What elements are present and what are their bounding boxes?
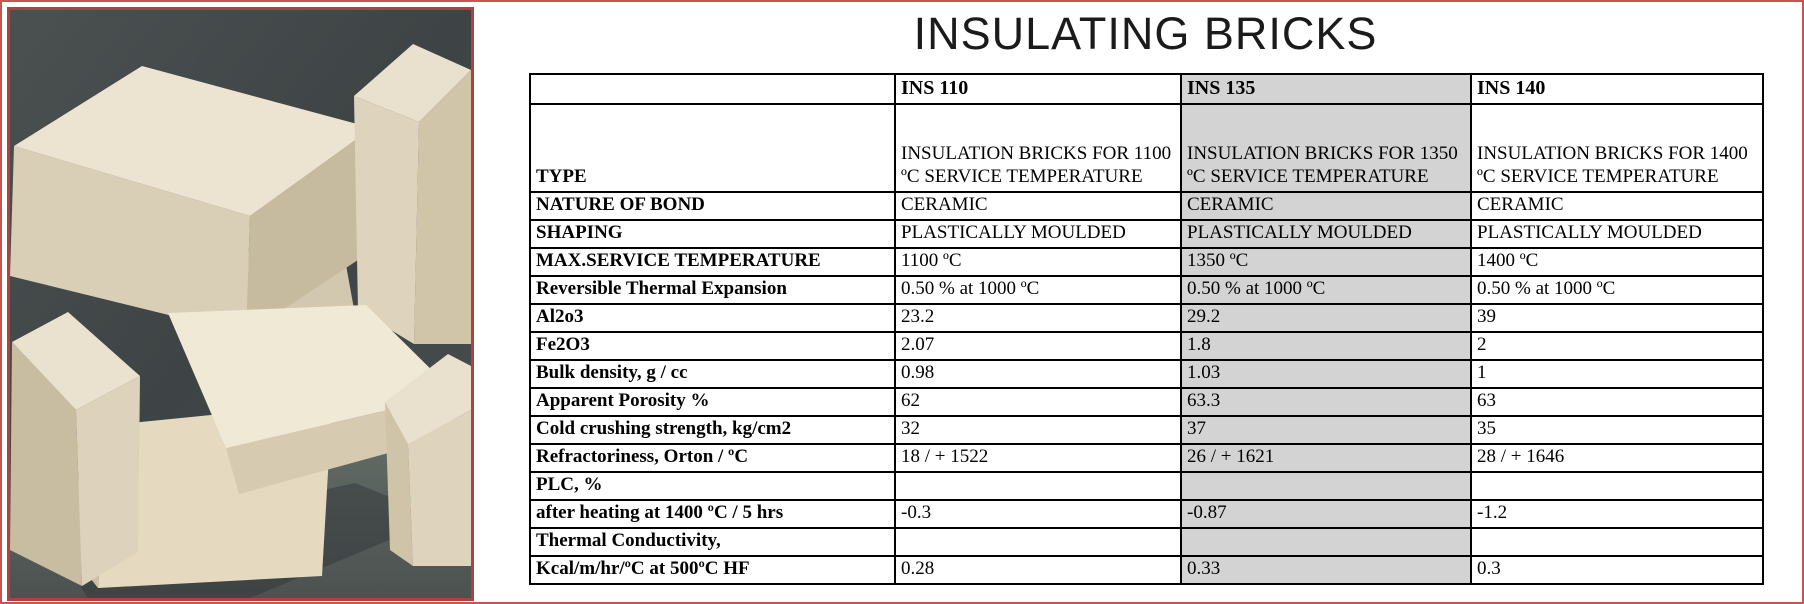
cell-ins140: 2 <box>1471 332 1763 360</box>
row-label: MAX.SERVICE TEMPERATURE <box>530 248 895 276</box>
row-nature-of-bond <box>530 192 1763 220</box>
cell-ins140: PLASTICALLY MOULDED <box>1471 220 1763 248</box>
cell-ins140 <box>1471 472 1763 500</box>
row-label: after heating at 1400 ºC / 5 hrs <box>530 500 895 528</box>
row-label: Kcal/m/hr/ºC at 500ºC HF <box>530 556 895 584</box>
row-label: SHAPING <box>530 220 895 248</box>
cell-ins110: 0.50 % at 1000 ºC <box>895 276 1181 304</box>
cell-ins140: 28 / + 1646 <box>1471 444 1763 472</box>
cell-ins135 <box>1181 528 1471 556</box>
cell-ins110: INSULATION BRICKS FOR 1100 ºC SERVICE TEMPERATURE <box>895 104 1181 192</box>
cell-ins135 <box>1181 472 1471 500</box>
cell-ins110 <box>895 528 1181 556</box>
cell-ins110: 0.98 <box>895 360 1181 388</box>
cell-ins135: 1.8 <box>1181 332 1471 360</box>
cell-ins140: 0.50 % at 1000 ºC <box>1471 276 1763 304</box>
bricks-photo <box>7 7 474 601</box>
cell-ins140: 35 <box>1471 416 1763 444</box>
row-label: Thermal Conductivity, <box>530 528 895 556</box>
row-cold-crushing-strength <box>530 416 1763 444</box>
row-label: Cold crushing strength, kg/cm2 <box>530 416 895 444</box>
column-header-ins135: INS 135 <box>1181 74 1471 104</box>
row-apparent-porosity <box>530 388 1763 416</box>
cell-ins110: -0.3 <box>895 500 1181 528</box>
cell-ins135: CERAMIC <box>1181 192 1471 220</box>
cell-ins110: 2.07 <box>895 332 1181 360</box>
cell-ins135: 1350 ºC <box>1181 248 1471 276</box>
row-after-heating <box>530 500 1763 528</box>
cell-ins140: 1400 ºC <box>1471 248 1763 276</box>
row-label: Bulk density, g / cc <box>530 360 895 388</box>
cell-ins135: 0.50 % at 1000 ºC <box>1181 276 1471 304</box>
bricks-scene <box>10 10 471 598</box>
column-header-blank <box>530 74 895 104</box>
cell-ins110: 1100 ºC <box>895 248 1181 276</box>
cell-ins140: CERAMIC <box>1471 192 1763 220</box>
cell-ins110 <box>895 472 1181 500</box>
row-bulk-density <box>530 360 1763 388</box>
cell-ins135: INSULATION BRICKS FOR 1350 ºC SERVICE TEMPERATURE <box>1181 104 1471 192</box>
cell-ins110: 18 / + 1522 <box>895 444 1181 472</box>
row-refractoriness <box>530 444 1763 472</box>
column-header-ins140: INS 140 <box>1471 74 1763 104</box>
row-label: PLC, % <box>530 472 895 500</box>
header-row <box>530 74 1763 104</box>
row-label: TYPE <box>530 104 895 192</box>
cell-ins140: -1.2 <box>1471 500 1763 528</box>
cell-ins110: PLASTICALLY MOULDED <box>895 220 1181 248</box>
cell-ins140: INSULATION BRICKS FOR 1400 ºC SERVICE TEMPERATURE <box>1471 104 1763 192</box>
cell-ins135: 29.2 <box>1181 304 1471 332</box>
row-kcal <box>530 556 1763 584</box>
row-label: Fe2O3 <box>530 332 895 360</box>
row-label: NATURE OF BOND <box>530 192 895 220</box>
cell-ins135: -0.87 <box>1181 500 1471 528</box>
cell-ins135: 63.3 <box>1181 388 1471 416</box>
column-header-ins110: INS 110 <box>895 74 1181 104</box>
cell-ins140 <box>1471 528 1763 556</box>
cell-ins110: 0.28 <box>895 556 1181 584</box>
row-label: Apparent Porosity % <box>530 388 895 416</box>
specs-table <box>529 73 1764 585</box>
cell-ins135: 0.33 <box>1181 556 1471 584</box>
row-type <box>530 104 1763 192</box>
row-plc <box>530 472 1763 500</box>
cell-ins140: 39 <box>1471 304 1763 332</box>
row-shaping <box>530 220 1763 248</box>
row-thermal-conductivity <box>530 528 1763 556</box>
cell-ins110: 32 <box>895 416 1181 444</box>
page-title: INSULATING BRICKS <box>913 8 1378 59</box>
row-label: Refractoriness, Orton / ºC <box>530 444 895 472</box>
cell-ins140: 0.3 <box>1471 556 1763 584</box>
cell-ins135: 1.03 <box>1181 360 1471 388</box>
cell-ins110: 23.2 <box>895 304 1181 332</box>
row-label: Al2o3 <box>530 304 895 332</box>
row-reversible-thermal-expansion <box>530 276 1763 304</box>
cell-ins110: 62 <box>895 388 1181 416</box>
cell-ins140: 1 <box>1471 360 1763 388</box>
cell-ins135: 26 / + 1621 <box>1181 444 1471 472</box>
row-al2o3 <box>530 304 1763 332</box>
row-max-service-temperature <box>530 248 1763 276</box>
row-fe2o3 <box>530 332 1763 360</box>
cell-ins135: 37 <box>1181 416 1471 444</box>
cell-ins140: 63 <box>1471 388 1763 416</box>
row-label: Reversible Thermal Expansion <box>530 276 895 304</box>
cell-ins135: PLASTICALLY MOULDED <box>1181 220 1471 248</box>
bricks-illustration <box>10 10 471 598</box>
cell-ins110: CERAMIC <box>895 192 1181 220</box>
